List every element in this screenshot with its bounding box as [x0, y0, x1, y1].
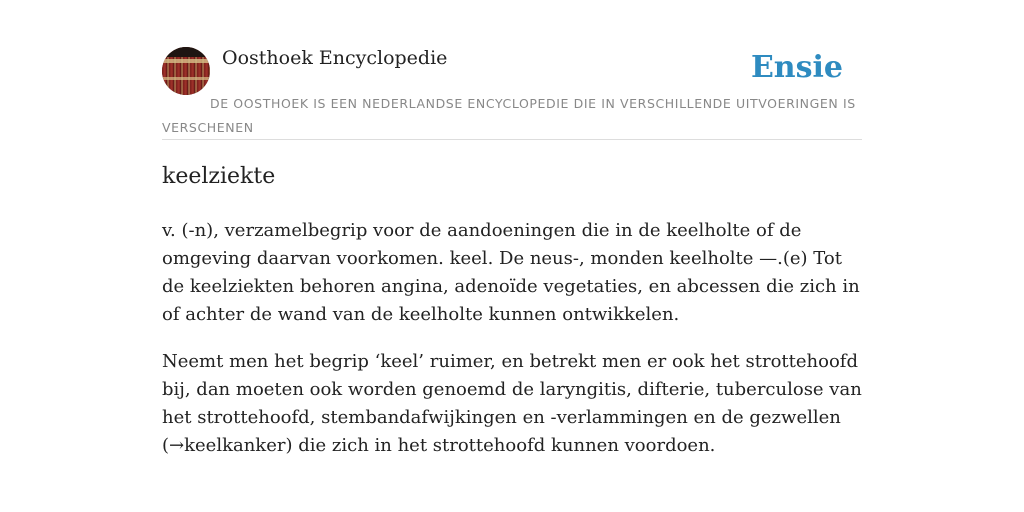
header-divider	[162, 139, 862, 140]
publisher-name[interactable]: Oosthoek Encyclopedie	[222, 47, 448, 69]
site-logo[interactable]: Ensie	[750, 50, 843, 85]
article-paragraph: Neemt men het begrip ‘keel’ ruimer, en betrekt men er ook het strottehoofd bij, dan moeten ook worden genoemd de laryngitis, difterie, tuberculose van het strottehoofd, stembandafwijkingen en -verlammingen en de gezwellen (→keelkanker) die zich in het strottehoofd kunnen voordoen.	[162, 351, 862, 456]
article-body	[162, 217, 862, 479]
publisher-avatar[interactable]	[162, 47, 210, 95]
publisher-description: DE OOSTHOEK IS EEN NEDERLANDSE ENCYCLOPEDIE DIE IN VERSCHILLENDE UITVOERINGEN IS VERSCHENEN	[162, 96, 856, 135]
article-paragraph: v. (-n), verzamelbegrip voor de aandoeningen die in de keelholte of de omgeving daarvan voorkomen. keel. De neus-, monden keelholte —.(e) Tot de keelziekten behoren angina, adenoïde vegetaties, en abcessen die zich in of achter de wand van de keelholte kunnen ontwikkelen.	[162, 220, 860, 325]
article-title: keelziekte	[162, 164, 276, 189]
